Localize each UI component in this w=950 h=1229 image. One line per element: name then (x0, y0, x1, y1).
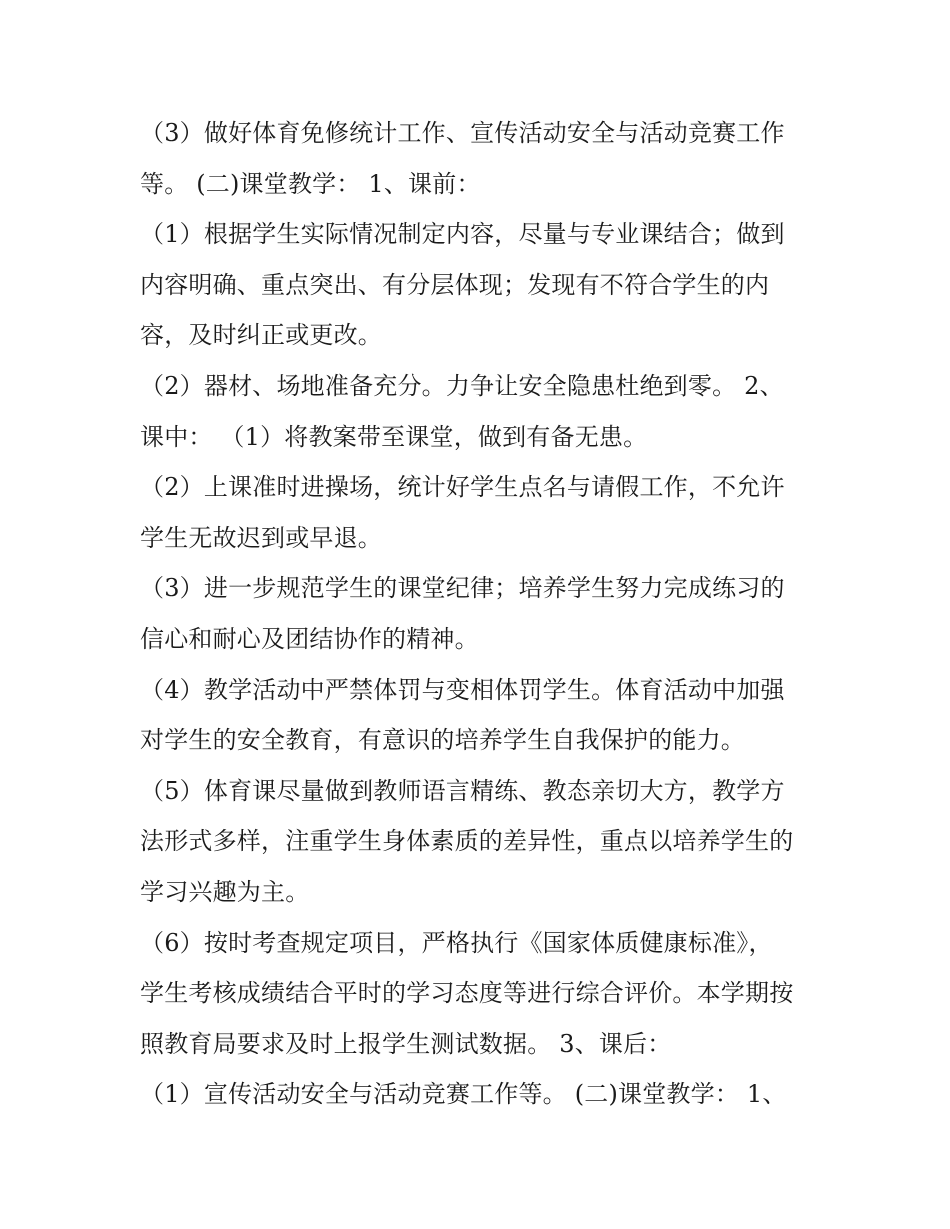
text-line-7: 课中： （1）将教案带至课堂，做到有备无患。 (140, 422, 648, 451)
text-line-1: （3）做好体育免修统计工作、宣传活动安全与活动竞赛工作 (140, 119, 785, 147)
text-line-20: （1）宣传活动安全与活动竞赛工作等。 (二)课堂教学： 1、 (140, 1080, 787, 1109)
text-line-9: 学生无故迟到或早退。 (140, 523, 382, 552)
text-line-13: 对学生的安全教育，有意识的培养学生自我保护的能力。 (140, 726, 745, 755)
document-body (140, 108, 820, 1120)
text-line-18: 学生考核成绩结合平时的学习态度等进行综合评价。本学期按 (140, 979, 794, 1008)
text-line-14: （5）体育课尽量做到教师语言精练、教态亲切大方，教学方 (140, 776, 785, 805)
text-line-6: （2）器材、场地准备充分。力争让安全隐患杜绝到零。 2、 (140, 371, 784, 400)
text-line-15: 法形式多样，注重学生身体素质的差异性，重点以培养学生的 (140, 827, 794, 856)
text-line-12: （4）教学活动中严禁体罚与变相体罚学生。体育活动中加强 (140, 675, 785, 704)
text-line-17: （6）按时考查规定项目，严格执行《国家体质健康标准》， (140, 928, 773, 957)
text-line-5: 容，及时纠正或更改。 (140, 321, 382, 350)
text-line-3: （1）根据学生实际情况制定内容，尽量与专业课结合；做到 (140, 220, 785, 249)
text-line-11: 信心和耐心及团结协作的精神。 (140, 624, 479, 653)
text-line-2: 等。 (二)课堂教学： 1、课前： (140, 169, 481, 198)
text-line-16: 学习兴趣为主。 (140, 877, 310, 906)
text-line-19: 照教育局要求及时上报学生测试数据。 3、课后： (140, 1029, 672, 1058)
text-line-4: 内容明确、重点突出、有分层体现；发现有不符合学生的内 (140, 270, 770, 299)
text-line-8: （2）上课准时进操场，统计好学生点名与请假工作，不允许 (140, 473, 785, 502)
text-line-10: （3）进一步规范学生的课堂纪律；培养学生努力完成练习的 (140, 574, 785, 603)
